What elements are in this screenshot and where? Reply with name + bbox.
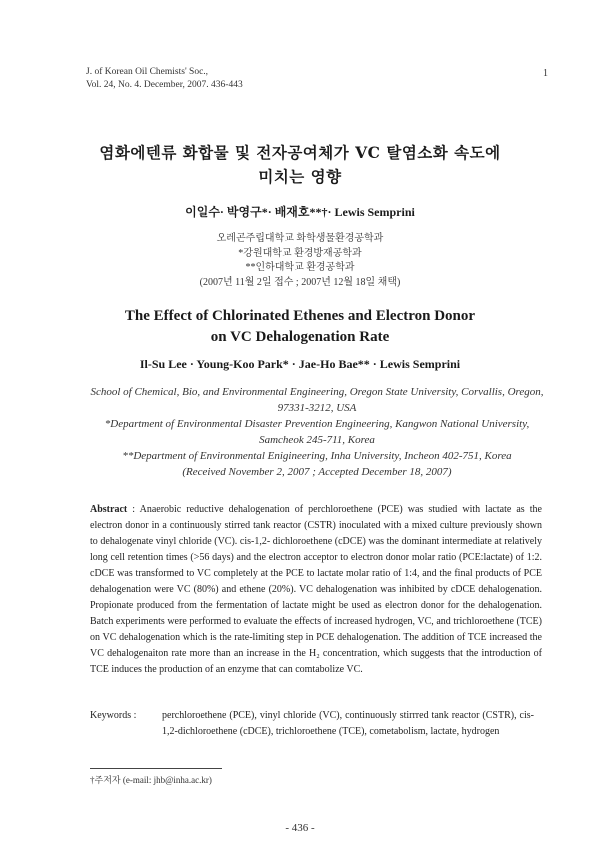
- abstract-label: Abstract: [90, 504, 128, 515]
- korean-title-line1: 염화에텐류 화합물 및 전자공여체가 VC 탈염소화 속도에: [99, 143, 501, 162]
- english-affiliation-1: School of Chemical, Bio, and Environmental Engineering, Oregon State University, Corvallis, Oregon, 97331-3212, USA: [90, 386, 544, 414]
- korean-title: [60, 141, 540, 189]
- english-authors: Il-Su Lee · Young-Koo Park* · Jae-Ho Bae** · Lewis Semprini: [139, 357, 461, 371]
- korean-affiliation-2: *강원대학교 환경방재공학과: [238, 247, 362, 259]
- keywords-label: Keywords :: [90, 710, 137, 721]
- english-title-line1: The Effect of Chlorinated Ethenes and Electron Donor: [124, 308, 476, 324]
- korean-authors: 이일수· 박영구*· 배재호**†· Lewis Semprini: [185, 205, 415, 219]
- korean-affiliations: [60, 232, 540, 290]
- english-dates: (Received November 2, 2007 ; Accepted December 18, 2007): [182, 466, 452, 478]
- keywords-text: perchloroethene (PCE), vinyl chloride (VC), continuously stirrred tank reactor (CSTR), cis-1,2-dichloroethene (cDCE), trichloroethene (TCE), cometabolism, lactate, hydrogen: [162, 710, 534, 737]
- footnote: †주저자 (e-mail: jhb@inha.ac.kr): [90, 775, 212, 785]
- english-affiliation-2: *Department of Environmental Disaster Prevention Engineering, Kangwon National University, Samcheok 245-711, Korea: [104, 418, 530, 446]
- korean-dates: (2007년 11월 2일 접수 ; 2007년 12월 18일 채택): [199, 276, 401, 288]
- keywords: [90, 708, 542, 740]
- journal-name: J. of Korean Oil Chemists' Soc.,: [86, 67, 209, 77]
- footnote-divider: [90, 768, 222, 769]
- korean-affiliation-1: 오레곤주립대학교 화학생물환경공학과: [216, 233, 384, 244]
- page-number: - 436 -: [285, 822, 315, 834]
- english-title-line2: on VC Dehalogenation Rate: [210, 329, 390, 345]
- korean-affiliation-3: **인하대학교 환경공학과: [245, 262, 355, 273]
- english-title: [60, 306, 540, 348]
- korean-title-line2: 미치는 영향: [258, 167, 342, 186]
- journal-volume: Vol. 24, No. 4. December, 2007. 436-443: [86, 80, 243, 90]
- english-affiliation-3: **Department of Environmental Enigineering, Inha University, Incheon 402-751, Korea: [122, 450, 512, 462]
- abstract: [90, 502, 542, 678]
- corner-page-number: 1: [543, 68, 548, 79]
- english-affiliations: [86, 384, 548, 480]
- journal-citation: [86, 66, 243, 92]
- abstract-text: : Anaerobic reductive dehalogenation of perchloroethene (PCE) was studied with lactate as the electron donor in a continuously stirred tank reactor (CSTR) inoculated with a mixed culture previously shown to dehalogenate vinyl chloride (VC). cis-1,2- dichloroethene (cDCE) was the dominant intermediate at relatively long cell retention times (>56 days) and the electron acceptor to electron donor molar ratio (PCE:lactate) of 1:2. cDCE was transformed to VC completely at the PCE to lactate molar ratio of 1:4, and the final products of PCE dehalogenation were VC (80%) and ethene (20%). VC dehalogenation was inhibited by cDCE dehalogenation. Propionate produced from the fermentation of lactate might be used as electron donor for the dehalogenation. Batch experiments were performed to evaluate the effects of increased hydrogen, VC, and trichloroethene (TCE) on VC dehalogenation which is the rate-limiting step in PCE dehalogenation. The addition of TCE increased the VC dehalogenaiton rate more than an increase in the H₂ concentration, which suggests that the introduction of TCE induces the production of an enzyme that can comtabolize VC.: [90, 504, 542, 675]
